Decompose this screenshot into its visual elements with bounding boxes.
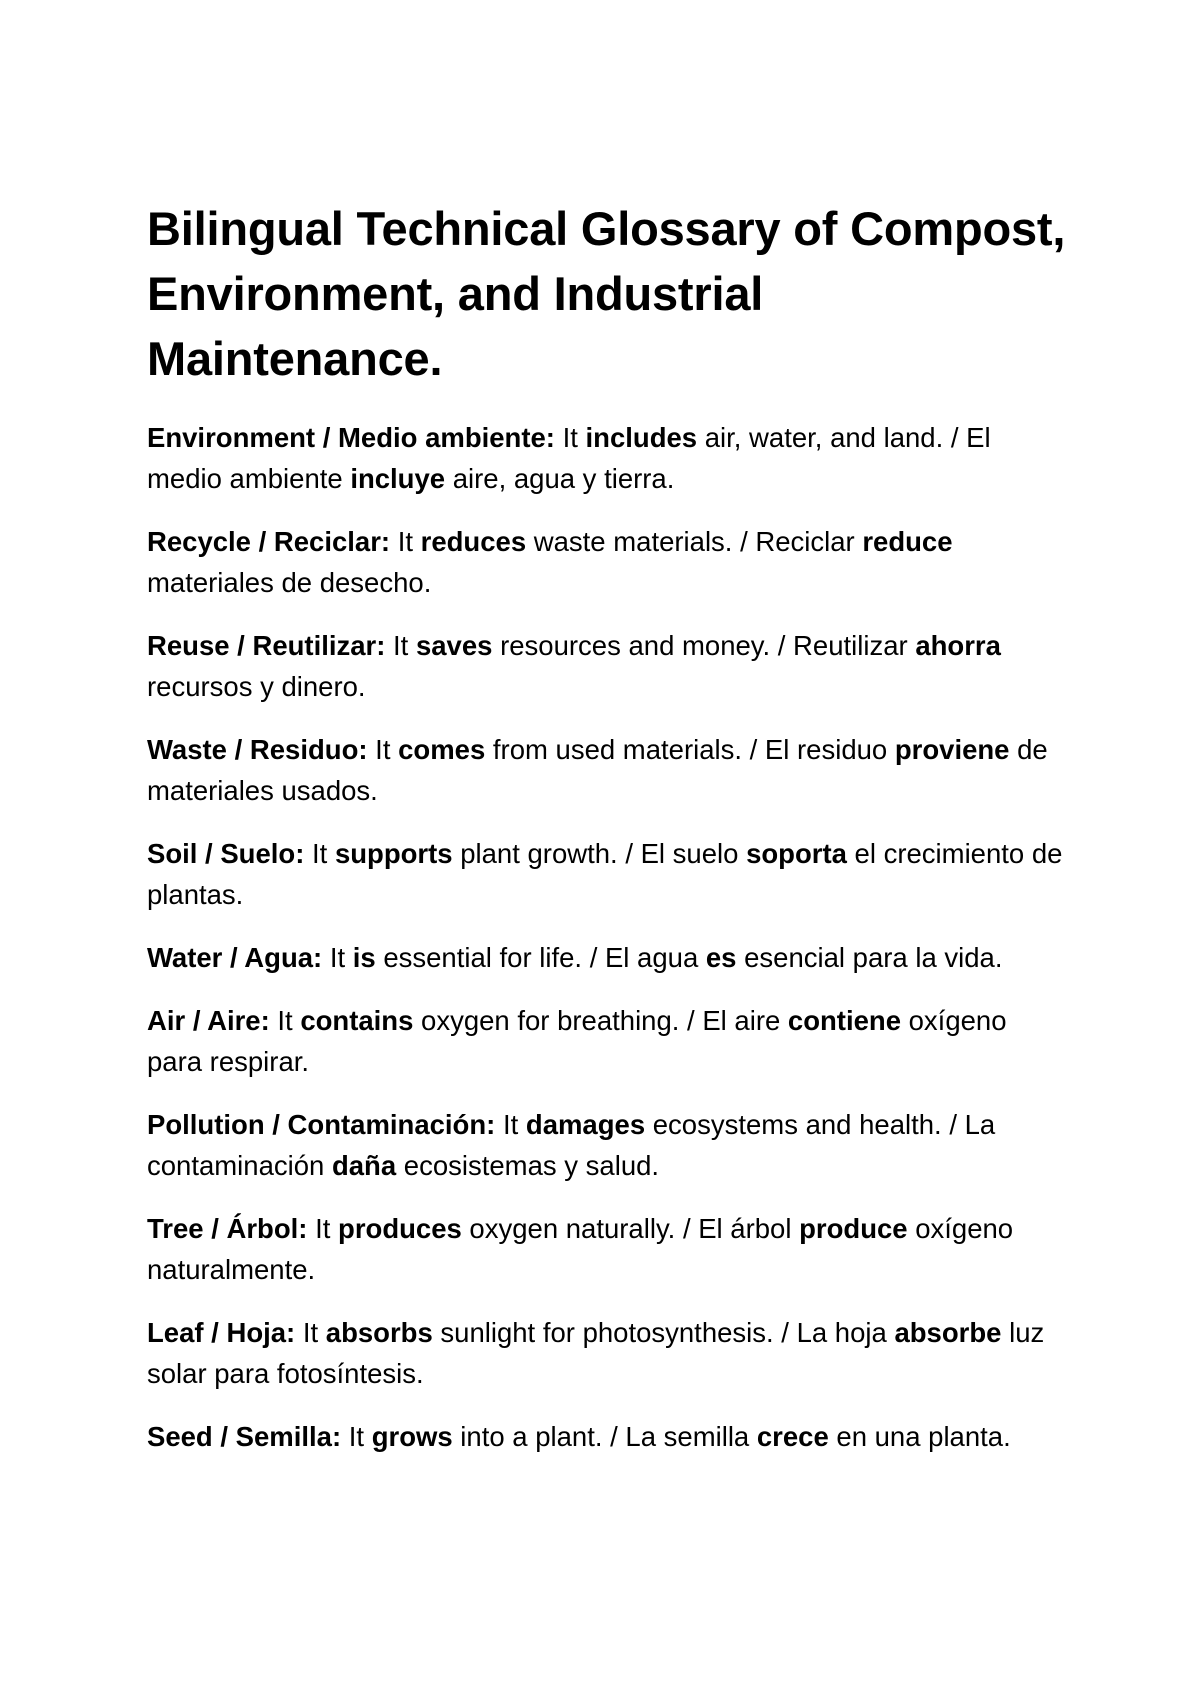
definition-text: sunlight for photosynthesis. / La hoja bbox=[432, 1317, 895, 1348]
definition-text: oxígeno para respirar. bbox=[147, 1005, 1007, 1077]
highlighted-verb: daña bbox=[331, 1150, 397, 1181]
highlighted-verb: soporta bbox=[746, 838, 847, 869]
highlighted-verb: es bbox=[705, 942, 737, 973]
definition-text: It bbox=[307, 1213, 339, 1244]
highlighted-verb: crece bbox=[756, 1421, 829, 1452]
highlighted-verb: contains bbox=[300, 1005, 414, 1036]
highlighted-verb: reduce bbox=[862, 526, 953, 557]
glossary-entry bbox=[147, 417, 1067, 499]
glossary-entry bbox=[147, 1104, 1067, 1186]
highlighted-verb: absorbe bbox=[894, 1317, 1002, 1348]
glossary-term: Air / Aire: bbox=[147, 1005, 270, 1036]
definition-text: It bbox=[341, 1421, 372, 1452]
glossary-entry bbox=[147, 521, 1067, 603]
definition-text: from used materials. / El residuo bbox=[485, 734, 895, 765]
highlighted-verb: ahorra bbox=[915, 630, 1001, 661]
definition-text: It bbox=[390, 526, 421, 557]
definition-text: en una planta. bbox=[828, 1421, 1011, 1452]
highlighted-verb: grows bbox=[371, 1421, 453, 1452]
glossary-entry bbox=[147, 1208, 1067, 1290]
definition-text: materiales de desecho. bbox=[147, 567, 432, 598]
highlighted-verb: reduces bbox=[420, 526, 527, 557]
definition-text: resources and money. / Reutilizar bbox=[492, 630, 916, 661]
glossary-term: Waste / Residuo: bbox=[147, 734, 368, 765]
definition-text: plant growth. / El suelo bbox=[452, 838, 747, 869]
definition-text: It bbox=[367, 734, 399, 765]
definition-text: aire, agua y tierra. bbox=[445, 463, 675, 494]
highlighted-verb: absorbs bbox=[325, 1317, 433, 1348]
definition-text: oxígeno naturalmente. bbox=[147, 1213, 1014, 1285]
definition-text: It bbox=[495, 1109, 526, 1140]
definition-text: el crecimiento de plantas. bbox=[147, 838, 1063, 910]
glossary-term: Water / Agua: bbox=[147, 942, 323, 973]
definition-text: luz solar para fotosíntesis. bbox=[147, 1317, 1045, 1389]
definition-text: essential for life. / El agua bbox=[375, 942, 706, 973]
glossary-term: Reuse / Reutilizar: bbox=[147, 630, 386, 661]
glossary-entry bbox=[147, 1416, 1067, 1457]
definition-text: esencial para la vida. bbox=[736, 942, 1003, 973]
glossary-term: Leaf / Hoja: bbox=[147, 1317, 296, 1348]
definition-text: It bbox=[322, 942, 353, 973]
definition-text: into a plant. / La semilla bbox=[452, 1421, 757, 1452]
definition-text: ecosistemas y salud. bbox=[396, 1150, 660, 1181]
definition-text: It bbox=[304, 838, 335, 869]
glossary-term: Soil / Suelo: bbox=[147, 838, 305, 869]
glossary-term: Recycle / Reciclar: bbox=[147, 526, 391, 557]
definition-text: air, water, and land. / El medio ambiente bbox=[147, 422, 991, 494]
glossary-entries bbox=[147, 417, 1067, 1457]
definition-text: It bbox=[554, 422, 586, 453]
definition-text: ecosystems and health. / La contaminación bbox=[147, 1109, 996, 1181]
definition-text: It bbox=[269, 1005, 301, 1036]
glossary-entry bbox=[147, 937, 1067, 978]
definition-text: waste materials. / Reciclar bbox=[526, 526, 863, 557]
glossary-entry bbox=[147, 833, 1067, 915]
highlighted-verb: proviene bbox=[894, 734, 1010, 765]
definition-text: de materiales usados. bbox=[147, 734, 1048, 806]
glossary-term: Seed / Semilla: bbox=[147, 1421, 342, 1452]
highlighted-verb: produces bbox=[338, 1213, 462, 1244]
highlighted-verb: comes bbox=[398, 734, 486, 765]
definition-text: oxygen naturally. / El árbol bbox=[461, 1213, 800, 1244]
document-title: Bilingual Technical Glossary of Compost, Environment, and Industrial Maintenance. bbox=[147, 202, 1066, 385]
highlighted-verb: includes bbox=[585, 422, 698, 453]
definition-text: oxygen for breathing. / El aire bbox=[413, 1005, 788, 1036]
highlighted-verb: contiene bbox=[787, 1005, 901, 1036]
definition-text: recursos y dinero. bbox=[147, 671, 366, 702]
highlighted-verb: incluye bbox=[350, 463, 446, 494]
highlighted-verb: saves bbox=[415, 630, 493, 661]
highlighted-verb: produce bbox=[799, 1213, 908, 1244]
definition-text: It bbox=[295, 1317, 326, 1348]
highlighted-verb: damages bbox=[525, 1109, 646, 1140]
glossary-term: Pollution / Contaminación: bbox=[147, 1109, 496, 1140]
document-page bbox=[147, 196, 1067, 1479]
glossary-entry bbox=[147, 625, 1067, 707]
highlighted-verb: supports bbox=[334, 838, 453, 869]
glossary-entry bbox=[147, 1312, 1067, 1394]
glossary-term: Tree / Árbol: bbox=[147, 1213, 308, 1244]
glossary-term: Environment / Medio ambiente: bbox=[147, 422, 555, 453]
glossary-entry bbox=[147, 729, 1067, 811]
highlighted-verb: is bbox=[352, 942, 376, 973]
glossary-entry bbox=[147, 1000, 1067, 1082]
definition-text: It bbox=[385, 630, 416, 661]
